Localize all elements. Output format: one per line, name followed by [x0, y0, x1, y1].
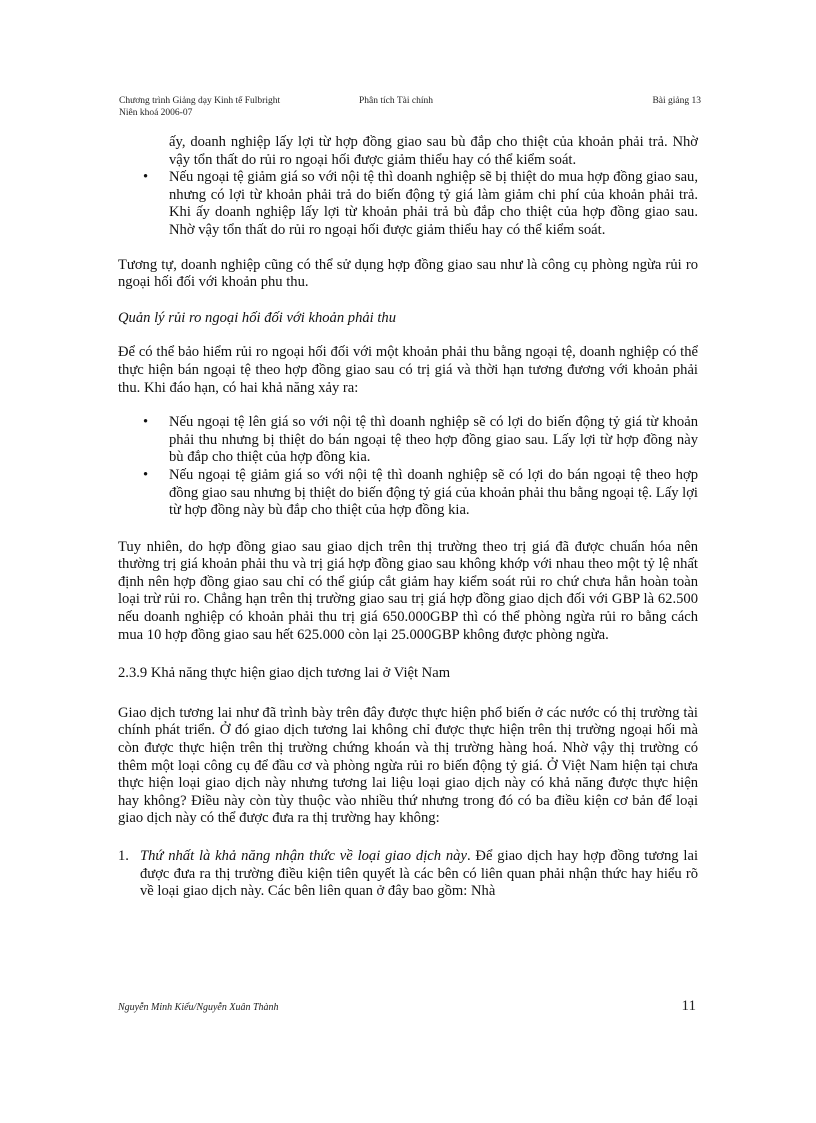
subheading: Quản lý rủi ro ngoại hối đối với khoản phải thu	[118, 309, 397, 326]
continued-bullet-text: ấy, doanh nghiệp lấy lợi từ hợp đồng giao sau bù đắp cho thiệt của khoản phải trả. Nhờ vậy tổn thất do rủi ro ngoại hối được giảm thiểu hay có thể kiểm soát.	[169, 134, 698, 168]
bullet-text: Nếu ngoại tệ giảm giá so với nội tệ thì doanh nghiệp sẽ có lợi do bán ngoại tệ theo hợp đồng giao sau nhưng bị thiệt do biến động tỷ giá của khoản phải thu bằng ngoại tệ. Lấy lợi từ hợp đồng này bù đắp cho thiệt của hợp đồng kia.	[169, 466, 698, 519]
bullet-item	[118, 169, 698, 239]
page-body	[118, 134, 698, 901]
header-program	[119, 96, 280, 119]
section-heading: 2.3.9 Khả năng thực hiện giao dịch tương lai ở Việt Nam	[118, 665, 451, 682]
footer-authors: Nguyễn Minh Kiểu/Nguyễn Xuân Thành	[118, 1002, 279, 1013]
paragraph: Để có thể bảo hiểm rủi ro ngoại hối đối với một khoản phải thu bằng ngoại tệ, doanh nghiệp có thể thực hiện bán ngoại tệ theo hợp đồng giao sau có trị giá và thời hạn tương đương với khoản phải thu. Khi đáo hạn, có hai khả năng xảy ra:	[118, 344, 698, 396]
item-text: . Để giao dịch hay hợp đồng tương lai được đưa ra thị trường điều kiện tiên quyết là các bên có liên quan phải nhận thức hay hiểu rõ về loại giao dịch này. Các bên liên quan ở đây bao gồm: Nhà	[140, 848, 698, 900]
bullet-text: Nếu ngoại tệ lên giá so với nội tệ thì doanh nghiệp sẽ có lợi do biến động tỷ giá từ khoản phải thu nhưng bị thiệt do bán ngoại tệ theo hợp đồng giao sau. Lấy lợi từ hợp đồng này bù đắp cho thiệt của hợp đồng kia.	[169, 414, 698, 466]
header-lecture: Bài giảng 13	[652, 96, 701, 106]
item-number: 1.	[118, 848, 129, 864]
item-emphasis: Thứ nhất là khả năng nhận thức về loại giao dịch này	[140, 848, 467, 864]
bullet-text: Nếu ngoại tệ giảm giá so với nội tệ thì doanh nghiệp sẽ bị thiệt do mua hợp đồng giao sau, nhưng có lợi từ khoản phải trả do biến động tỷ giá làm giảm chi phí của khoản phải trả. Khi ấy doanh nghiệp lấy lợi từ khoản phải trả bù đắp cho thiệt của hợp đồng giao sau. Nhờ vậy tổn thất do rủi ro ngoại hối được giảm thiểu hay có thể kiểm soát.	[169, 169, 698, 238]
bullet-item	[118, 467, 698, 520]
bullet-icon: •	[143, 169, 149, 186]
paragraph: Giao dịch tương lai như đã trình bày trên đây được thực hiện phổ biến ở các nước có thị trường tài chính phát triển. Ở đó giao dịch tương lai không chỉ được thực hiện trên thị trường ngoại hối mà còn được thực hiện trên thị trường chứng khoán và thị trường hàng hoá. Nhờ vậy thị trường có thêm một loại công cụ để đầu cơ và phòng ngừa rủi ro biến động tỷ giá. Ở Việt Nam hiện tại chưa thực hiện loại giao dịch này nhưng tương lai liệu loại giao dịch này có khả năng được thực hiện hay không? Điều này còn tùy thuộc vào nhiều thứ nhưng trong đó có ba điều kiện cơ bản để loại giao dịch này có thể được đưa ra thị trường hay không:	[118, 704, 698, 827]
paragraph: Tương tự, doanh nghiệp cũng có thể sử dụng hợp đồng giao sau như là công cụ phòng ngừa rủi ro ngoại hối đối với khoản phu thu.	[118, 256, 698, 291]
header-academic-year: Niên khoá 2006-07	[119, 107, 193, 118]
bullet-icon: •	[143, 414, 149, 431]
header-program-name: Chương trình Giảng dạy Kinh tế Fulbright	[119, 96, 281, 106]
numbered-item	[118, 848, 698, 901]
bullet-icon: •	[143, 466, 149, 483]
header-subject: Phân tích Tài chính	[359, 96, 433, 106]
page-number: 11	[681, 998, 696, 1014]
bullet-item	[118, 414, 698, 467]
paragraph: Tuy nhiên, do hợp đồng giao sau giao dịch trên thị trường theo trị giá đã được chuẩn hóa nên thường trị giá khoản phải thu và trị giá hợp đồng giao sau không khớp với nhau theo một tỷ lệ nhất định nên hợp đồng giao sau chỉ có thể giúp cắt giảm hay kiểm soát rủi ro chứ chưa hẳn hoàn toàn loại trừ rủi ro. Chẳng hạn trên thị trường giao sau trị giá hợp đồng giao dịch đối với GBP là 62.500 nếu doanh nghiệp có khoản phải thu trị giá 650.000GBP thì có thể phòng ngừa rủi ro bằng cách mua 10 hợp đồng giao sau hết 625.000 còn lại 25.000GBP không được phòng ngừa.	[118, 538, 698, 643]
